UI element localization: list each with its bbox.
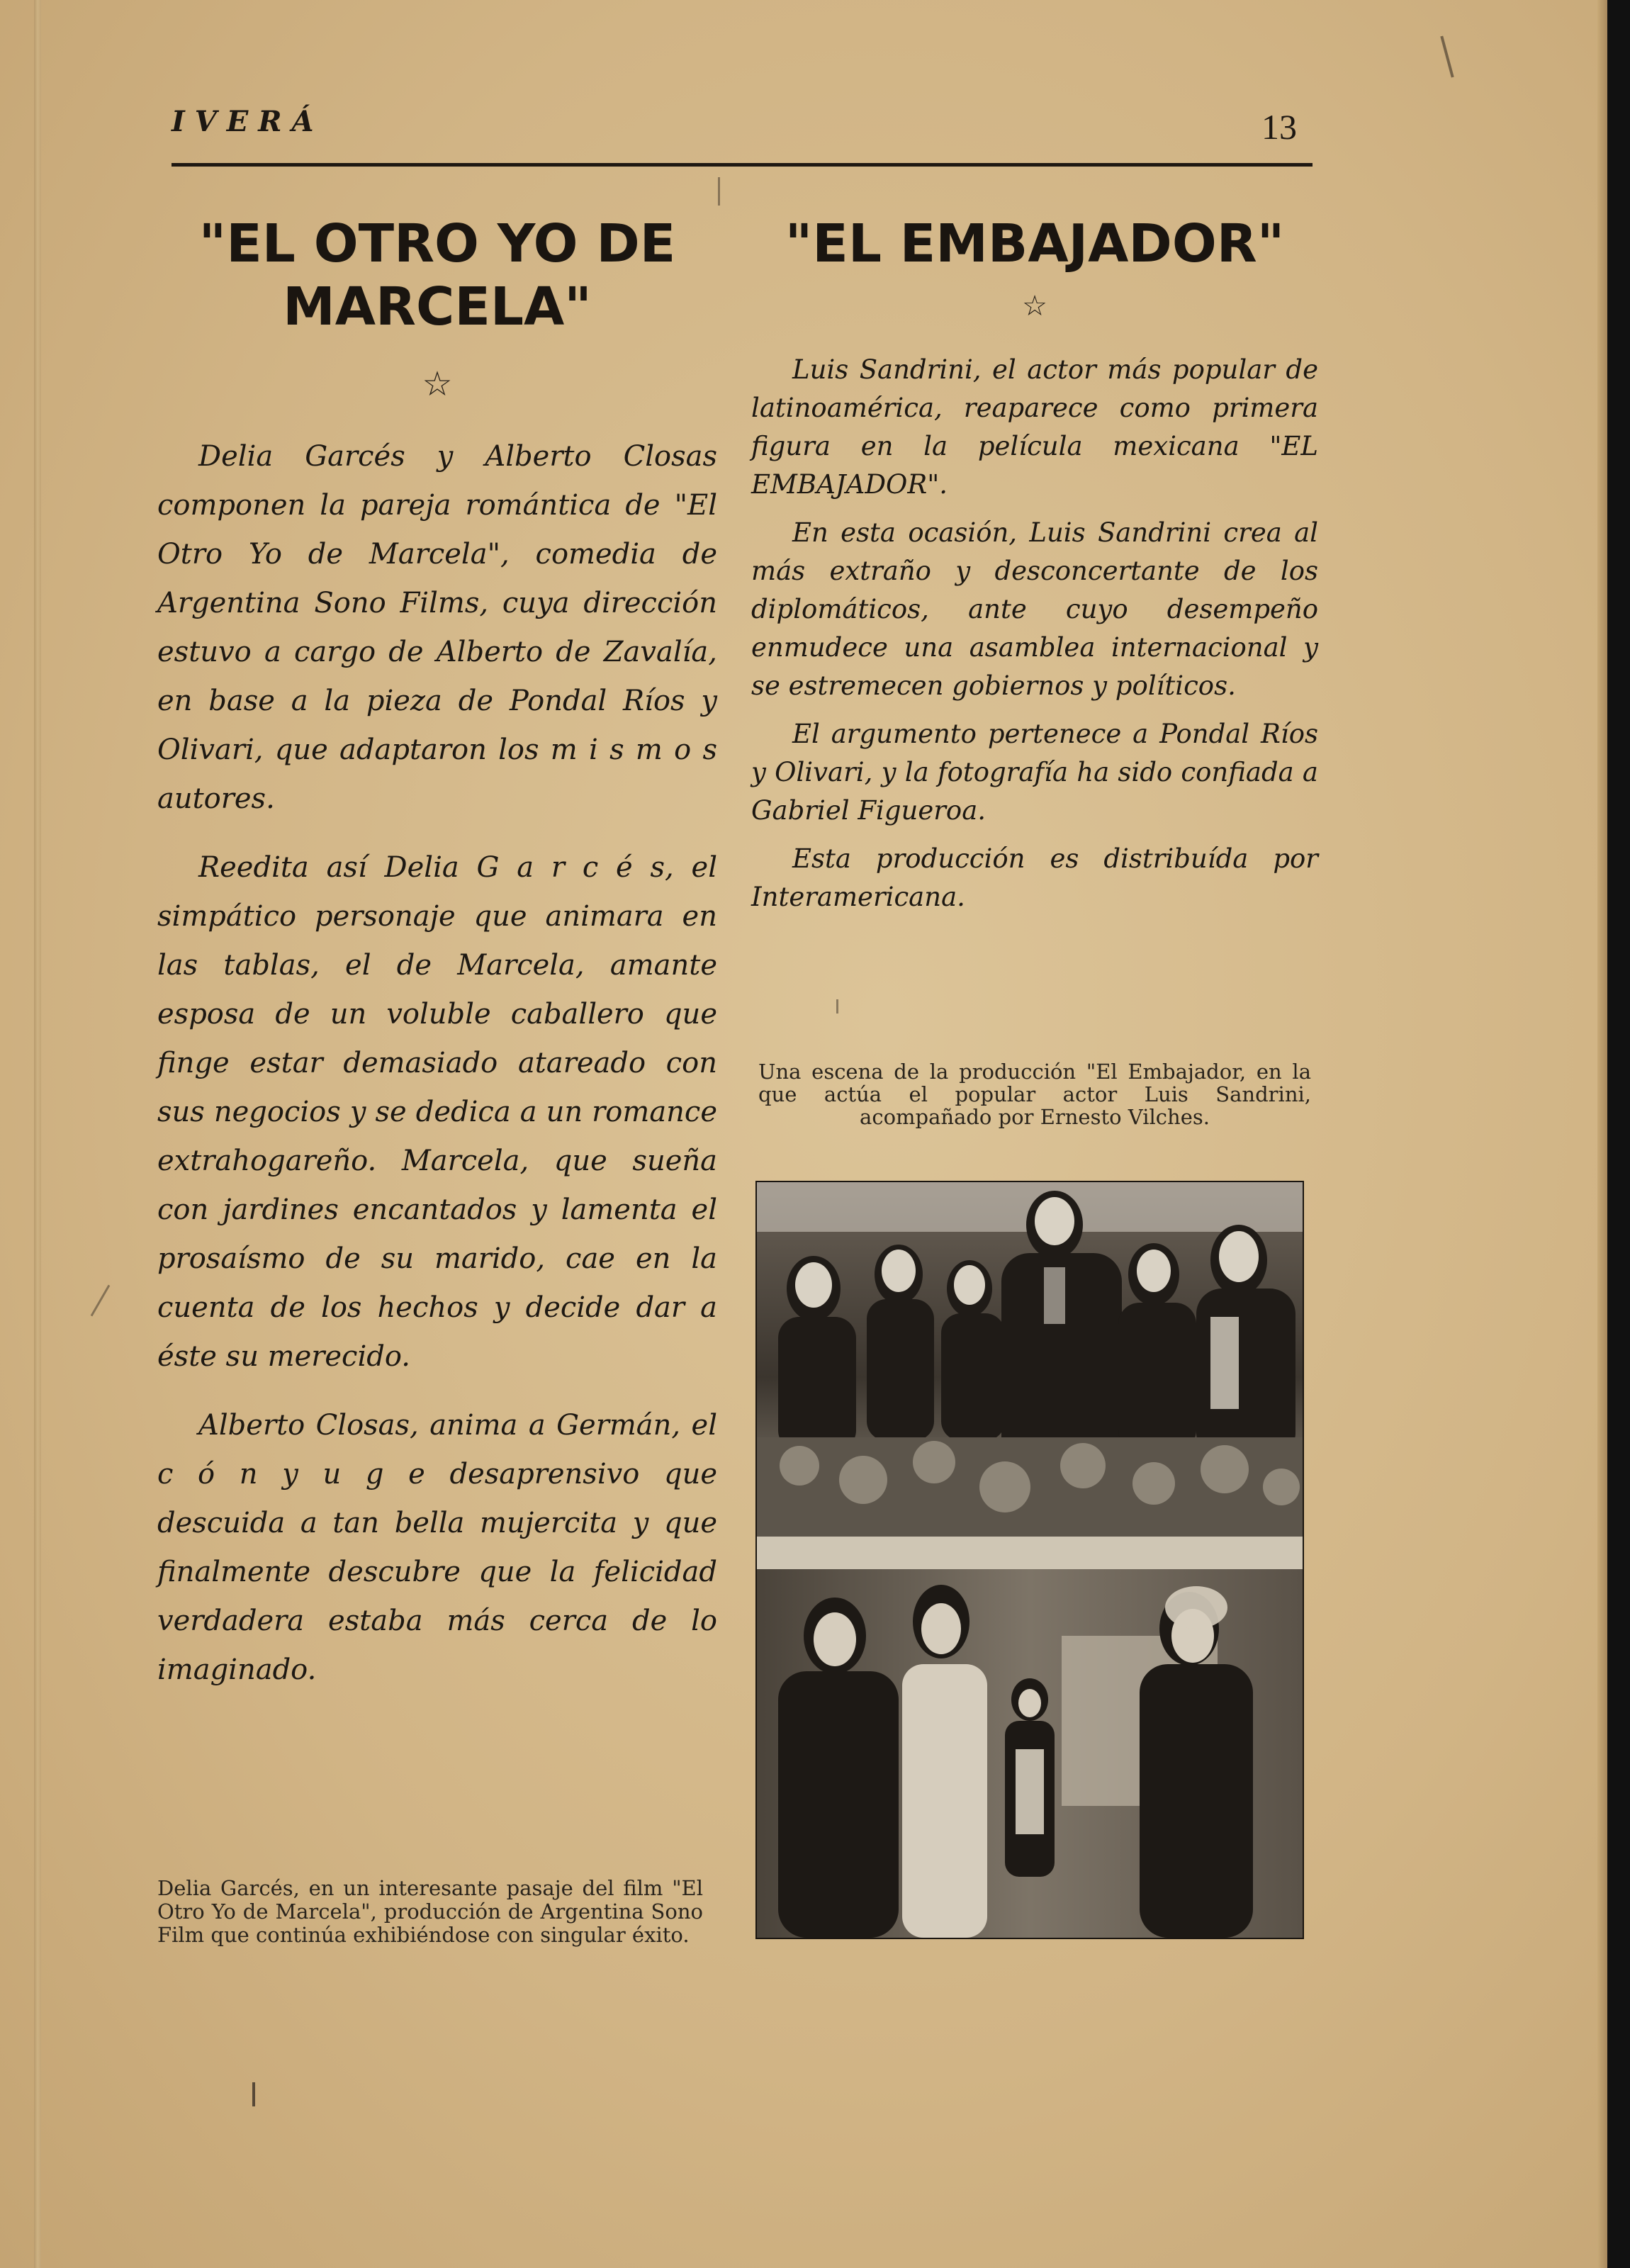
right-article-body [751,351,1318,916]
right-article-headline: "EL EMBAJADOR" [785,213,1285,274]
right-article [751,213,1318,926]
left-article-paragraph: Delia Garcés y Alberto Closas componen la pareja romántica de "El Otro Yo de Marcela", comedia de Argentina Sono Films, cuya dirección estuvo a cargo de Alberto de Zavalía, en base a la pieza de Pondal Ríos y Olivari, que adaptaron los m i s m o s autores. [157,439,717,815]
star-ornament-icon: ☆ [422,364,453,404]
right-article-paragraph: En esta ocasión, Luis Sandrini crea al más extraño y desconcertante de los diplomáticos, ante cuyo desempeño enmudece una asamblea internacional y se estremecen gobiernos y políticos. [751,517,1318,701]
paper-speck [91,1285,111,1317]
left-article [157,213,717,1714]
right-article-paragraph: Luis Sandrini, el actor más popular de latinoamérica, reaparece como primera figura en la película mexicana "EL EMBAJADOR". [751,354,1318,500]
right-article-paragraph: El argumento pertenece a Pondal Ríos y Olivari, y la fotografía ha sido confiada a Gabriel Figueroa. [751,718,1318,826]
right-article-paragraph: Esta producción es distribuída por Interamericana. [751,843,1318,912]
header-rule [172,163,1313,167]
paper-speck [836,999,838,1014]
page-fold-shadow [34,0,41,2268]
film-stills-image [757,1182,1303,1938]
page-edge [1597,0,1607,2268]
film-stills-photo [755,1181,1304,1939]
paper-speck [1440,36,1454,78]
right-photo-caption: Una escena de la producción "El Embajador, en la que actúa el popular actor Luis Sandrini, acompañado por Ernesto Vilches. [758,1060,1311,1129]
left-article-paragraph: Alberto Closas, anima a Germán, el c ó n y u g e desaprensivo que descuida a tan bella mujercita y que finalmente descubre que la felicidad verdadera estaba más cerca de lo imaginado. [157,1408,717,1686]
star-ornament-icon: ☆ [1022,289,1047,322]
left-photo-caption: Delia Garcés, en un interesante pasaje del film "El Otro Yo de Marcela", producción de Argentina Sono Film que continúa exhibiéndose con singular éxito. [157,1876,703,1947]
left-article-body [157,432,717,1695]
paper-speck [252,2082,255,2106]
page-number: 13 [1261,107,1297,147]
magazine-title: IVERÁ [172,105,324,138]
left-article-paragraph: Reedita así Delia G a r c é s, el simpático personaje que animara en las tablas, el de Marcela, amante esposa de un voluble caballero que finge estar demasiado atareado con sus negocios y se dedica a un romance extrahogareño. Marcela, que sueña con jardines encantados y lamenta el prosaísmo de su marido, cae en la cuenta de los hechos y decide dar a éste su merecido. [157,850,717,1373]
paper-speck [718,177,720,206]
left-article-headline: "EL OTRO YO DE MARCELA" [198,213,676,337]
